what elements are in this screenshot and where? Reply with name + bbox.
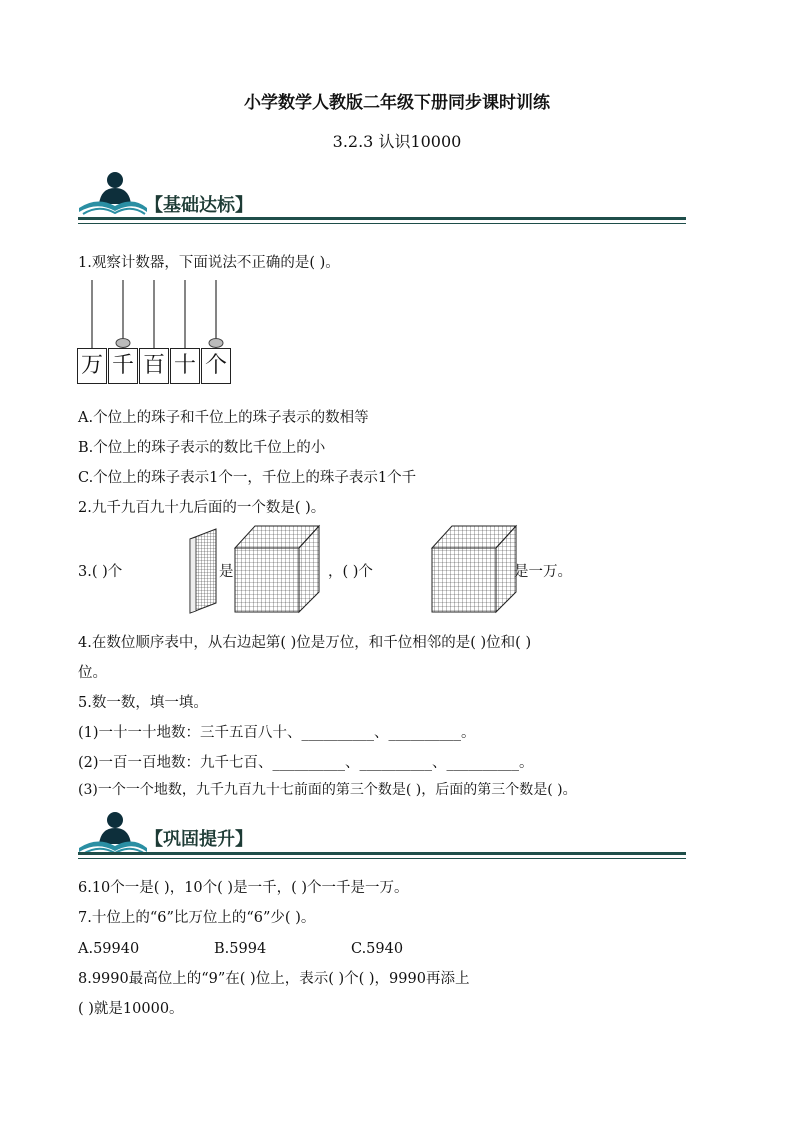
place-tens: 十 bbox=[170, 348, 200, 384]
place-ones: 个 bbox=[201, 348, 231, 384]
question-5-sub1: (1)一十一十地数：三千五百八十、__________、__________。 bbox=[78, 725, 476, 741]
question-6: 6.10个一是( )，10个( )是一千，( )个一千是一万。 bbox=[78, 880, 409, 896]
question-5-sub2: (2)一百一百地数：九千七百、__________、__________、__________。 bbox=[78, 755, 534, 771]
abacus-rods bbox=[77, 280, 237, 350]
section-divider-thin bbox=[78, 858, 686, 859]
thousand-slab-icon bbox=[186, 527, 220, 615]
thousand-cube-icon bbox=[430, 522, 518, 614]
question-7-option-a: A.59940 bbox=[78, 941, 140, 957]
question-1-stem: 1.观察计数器，下面说法不正确的是( )。 bbox=[78, 255, 340, 271]
section-divider-thin bbox=[78, 223, 686, 224]
question-5-sub3: (3)一个一个地数，九千九百九十七前面的第三个数是( )，后面的第三个数是( )。 bbox=[78, 782, 577, 798]
question-1-option-b: B.个位上的珠子表示的数比千位上的小 bbox=[78, 440, 326, 456]
section-divider-thick bbox=[78, 217, 686, 220]
question-1-option-c: C.个位上的珠子表示1个一，千位上的珠子表示1个千 bbox=[78, 470, 417, 486]
question-8-line1: 8.9990最高位上的“9”在( )位上，表示( )个( )，9990再添上 bbox=[78, 971, 470, 987]
question-4-line1: 4.在数位顺序表中，从右边起第( )位是万位，和千位相邻的是( )位和( ) bbox=[78, 635, 532, 651]
question-3-part3: ，( )个 bbox=[328, 564, 373, 580]
page-title: 小学数学人教版二年级下册同步课时训练 bbox=[244, 93, 550, 113]
question-4-line2: 位。 bbox=[78, 665, 107, 681]
place-hundreds: 百 bbox=[139, 348, 169, 384]
question-3-part1: 3.( )个 bbox=[78, 564, 123, 580]
thousand-cube-icon bbox=[233, 522, 321, 614]
place-thousands: 千 bbox=[108, 348, 138, 384]
section-title-advance: 【巩固提升】 bbox=[145, 829, 253, 850]
bead-ones bbox=[209, 339, 223, 348]
abacus-counter bbox=[77, 280, 237, 392]
question-2: 2.九千九百九十九后面的一个数是( )。 bbox=[78, 500, 326, 516]
section-divider-thick bbox=[78, 852, 686, 855]
question-1-option-a: A.个位上的珠子和千位上的珠子表示的数相等 bbox=[78, 410, 369, 426]
question-5-stem: 5.数一数，填一填。 bbox=[78, 695, 208, 711]
question-3-part2: 是 bbox=[219, 564, 234, 580]
section-title-basic: 【基础达标】 bbox=[145, 195, 253, 216]
question-7-option-b: B.5994 bbox=[214, 941, 267, 957]
question-3-part4: 是一万。 bbox=[514, 564, 572, 580]
reader-book-icon bbox=[77, 170, 149, 220]
lesson-subtitle: 3.2.3 认识10000 bbox=[332, 132, 462, 151]
question-7-option-c: C.5940 bbox=[351, 941, 404, 957]
question-7-stem: 7.十位上的“6”比万位上的“6”少( )。 bbox=[78, 910, 316, 926]
bead-thousands bbox=[116, 339, 130, 348]
question-8-line2: ( )就是10000。 bbox=[78, 1001, 184, 1017]
place-ten-thousands: 万 bbox=[77, 348, 107, 384]
